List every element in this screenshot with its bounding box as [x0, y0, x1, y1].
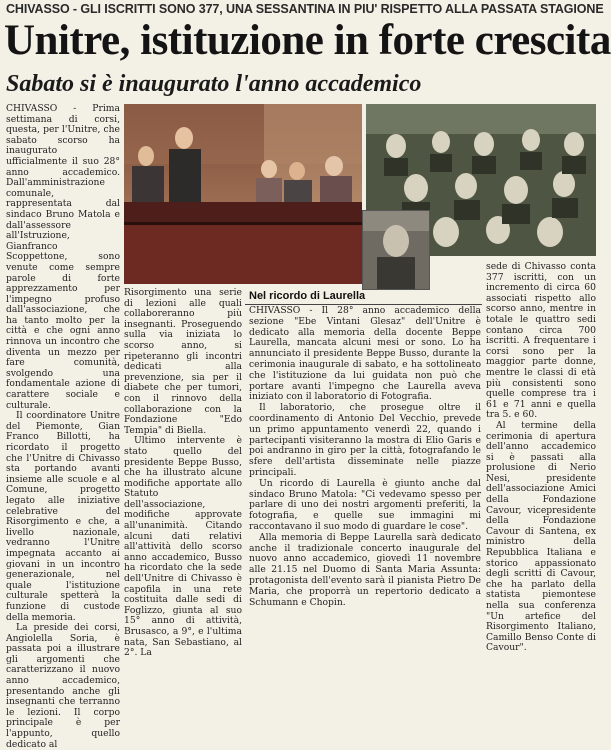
subhead: Sabato si è inaugurato l'anno accademico	[6, 71, 422, 97]
article-column-2	[124, 287, 242, 659]
article-paragraph: CHIVASSO - Prima settimana di corsi, questa, per l'Unitre, che sabato scorso ha inaugurato ufficialmente il suo 28° anno accademico. Dall'amministrazione comunale, rappresentata dal sindaco Bruno Matola e dall'assessore all'Istruzione, Gianfranco Scoppettone, sono venute come sempre parole di forte apprezzamento per l'impegno profuso dall'associazione, che ha tanto molto per la città e che ogni anno rinnova un incontro che diventa un mezzo per fare comunità, svolgendo una fondamentale azione di carattere sociale e culturale.	[6, 103, 120, 411]
article-paragraph: sede di Chivasso conta 377 iscritti, con un incremento di circa 60 associati rispetto allo scorso anno, mentre in totale le quattro sedi contano circa 700 iscritti. A frequentare i corsi sono per la maggior parte donne, mentre le classi di età più consistenti sono quelle comprese tra i 61 e 71 anni e quella tra 5. e 60.	[486, 261, 596, 421]
article-column-1	[6, 103, 120, 750]
headline: Unitre, istituzione in forte crescita	[4, 17, 611, 64]
article-paragraph: Ultimo intervente è stato quello del presidente Beppe Busso, che ha illustrato alcune modifiche apportate allo Statuto dell'associazione, modifiche approvate all'unanimità. Citando alcuni dati relativi all'attività dello scorso anno accademico, Busso ha ricordato che la sede dell'Unitre di Chivasso è capofila in una rete costituita dalle sedi di Foglizzo, giunta al suo 15° anno di attività, Brusasco, a 9°, e l'ultima nata, San Sebastiano, al 2°. La	[124, 435, 242, 659]
article-paragraph: Al termine della cerimonia di apertura dell'anno accademico si è passati alla prolusione di Nerio Nesi, presidente dell'associazione Amici della Fondazione Cavour, vicepresidente della Fondazione Cavour di Santena, ex ministro della Repubblica Italiana e storico appassionato degli scritti di Cavour, che ha parlato della statista piemontese nella sua conferenza "Un artefice del Risorgimento Italiano, Camillo Benso Conte di Cavour".	[486, 419, 596, 654]
sidebar-paragraph: Un ricordo di Laurella è giunto anche dal sindaco Bruno Matola: "Ci vedevamo spesso per parlare di uno dei nostri argomenti preferiti, la fotografia, e quelle sue immagini mi raccontavano il suo modo di guardare le cose".	[249, 477, 481, 532]
sidebar-paragraph: Il laboratorio, che prosegue oltre il coordinamento di Antonio Del Vecchio, prevede un primo appuntamento venerdì 22, quando i partecipanti visiteranno la mostra di Elio Garis e poi andranno in giro per la città, fotografando le sfere dell'artista disseminate nelle piazze principali.	[249, 402, 481, 478]
photo-conference-table	[124, 104, 362, 284]
article-column-3	[486, 261, 596, 654]
sidebar-box-text	[249, 305, 481, 608]
article-paragraph: Il coordinatore Unitre del Piemonte, Gian Franco Billotti, ha ricordato il progetto che l'Unitre di Chivasso sta portando avanti insieme alle scuole e al Comune, progetto legato alle iniziative celebrative del Risorgimento e che, a livello nazionale, vedranno l'Unitre impegnata accanto ai giovani in un incontro generazionale, nel quale l'istituzione culturale spetterà la funzione di custode della memoria.	[6, 410, 120, 623]
photo-portrait	[362, 210, 430, 290]
sidebar-box-title: Nel ricordo di Laurella	[249, 290, 366, 302]
article-paragraph: La preside dei corsi, Angiolella Soria, è passata poi a illustrare gli argomenti che caratterizzano il nuovo anno accademico, presentando anche gli insegnanti che terranno le lezioni. Il corpo principale è per l'appunto, quello dedicato al	[6, 622, 120, 750]
article-paragraph: Risorgimento una serie di lezioni alle quali collaboreranno più insegnanti. Proseguendo sulla via iniziata lo scorso anno, si ripeteranno gli incontri dedicati alla prevenzione, sia per il diabete che per tumori, con il rinnovo della collaborazione con la Fondazione "Edo Tempia" di Biella.	[124, 287, 242, 436]
sidebar-paragraph: CHIVASSO - Il 28° anno accademico della sezione "Ebe Vintani Glesaz" dell'Unitre è dedicato alla memoria della docente Beppe Laurella, mancata alcuni mesi or sono. Lo ha annunciato il presidente Beppe Busso, durante la cerimonia inaugurale di sabato, e ha sottolineato che l'istituzione da lui guidata non può che portare avanti l'impegno che Laurella aveva iniziato con il laboratorio di Fotografia.	[249, 305, 481, 403]
sidebar-paragraph: Alla memoria di Beppe Laurella sarà dedicato anche il tradizionale concerto inaugurale del nuovo anno accademico, giovedì 11 novembre alle 21.15 nel Duomo di Santa Maria Assunta: protagonista dell'evento sarà il pianista Pietro De Maria, che proporrà un repertorio dedicato a Schumann e Chopin.	[249, 531, 481, 608]
kicker: CHIVASSO - GLI ISCRITTI SONO 377, UNA SESSANTINA IN PIU' RISPETTO ALLA PASSATA STAGIONE	[6, 2, 604, 16]
